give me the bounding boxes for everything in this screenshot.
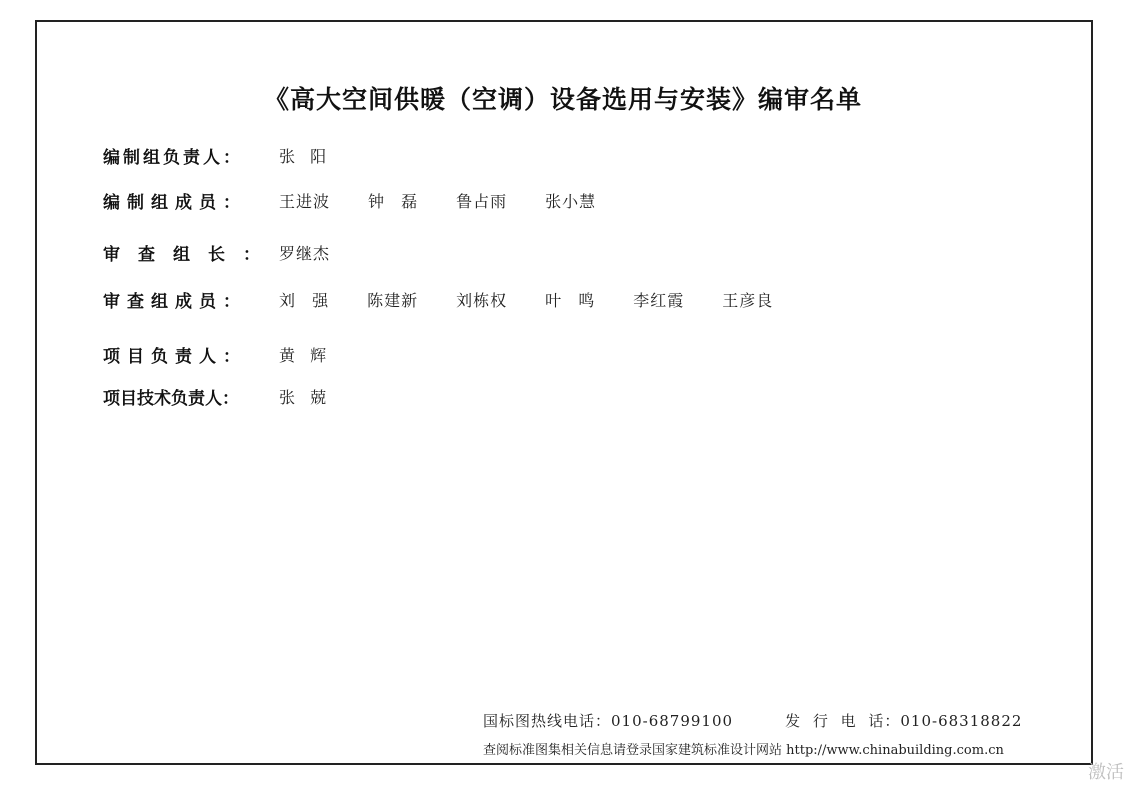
roster-name: 刘 强 bbox=[279, 290, 330, 310]
roster-name: 李红霞 bbox=[633, 290, 685, 310]
roster-names bbox=[279, 241, 330, 264]
hotline-label: 国标图热线电话： bbox=[483, 712, 612, 730]
roster-name: 黄 辉 bbox=[279, 345, 328, 365]
roster-names bbox=[279, 189, 596, 212]
footer-website-note: 查阅标准图集相关信息请登录国家建筑标准设计网站 http://www.chinabuilding.com.cn bbox=[483, 743, 1004, 758]
roster-row-review-members bbox=[103, 285, 773, 313]
roster-name: 张 阳 bbox=[279, 146, 328, 166]
roster-names bbox=[279, 144, 327, 167]
roster-row-project-lead bbox=[103, 340, 327, 368]
roster-name: 王彦良 bbox=[722, 290, 774, 310]
roster-label: 审查组成员： bbox=[103, 291, 247, 312]
roster-name: 鲁占雨 bbox=[456, 191, 508, 211]
roster-label: 编制组成员： bbox=[103, 192, 247, 213]
roster-row-compiler-members bbox=[103, 186, 596, 214]
roster-label: 项目负责人： bbox=[103, 346, 247, 367]
roster-label: 项目技术负责人： bbox=[103, 388, 239, 409]
roster-name: 陈建新 bbox=[367, 290, 419, 310]
activation-watermark: 激活 bbox=[1088, 762, 1124, 783]
roster-name: 罗继杰 bbox=[279, 243, 331, 263]
roster-names bbox=[279, 288, 773, 311]
roster-label: 编制组负责人： bbox=[103, 147, 243, 168]
footer-phone-line bbox=[483, 710, 1022, 731]
roster-name: 叶 鸣 bbox=[545, 290, 596, 310]
roster-name: 刘栋权 bbox=[456, 290, 508, 310]
hotline-number: 010-68799100 bbox=[611, 712, 734, 730]
roster-names bbox=[279, 385, 327, 408]
roster-row-review-lead bbox=[103, 238, 330, 266]
roster-name: 张 兢 bbox=[279, 387, 328, 407]
document-title: 《高大空间供暖（空调）设备选用与安装》编审名单 bbox=[263, 85, 862, 114]
roster-label: 审查组长： bbox=[103, 244, 278, 265]
roster-row-technical-lead bbox=[103, 382, 327, 410]
roster-name: 王进波 bbox=[279, 191, 331, 211]
roster-name: 钟 磊 bbox=[368, 191, 419, 211]
issue-label: 发 行 电 话： bbox=[785, 712, 901, 730]
roster-name: 张小慧 bbox=[545, 191, 597, 211]
roster-row-compiler-lead bbox=[103, 141, 327, 169]
roster-names bbox=[279, 343, 327, 366]
issue-number: 010-68318822 bbox=[900, 712, 1023, 730]
